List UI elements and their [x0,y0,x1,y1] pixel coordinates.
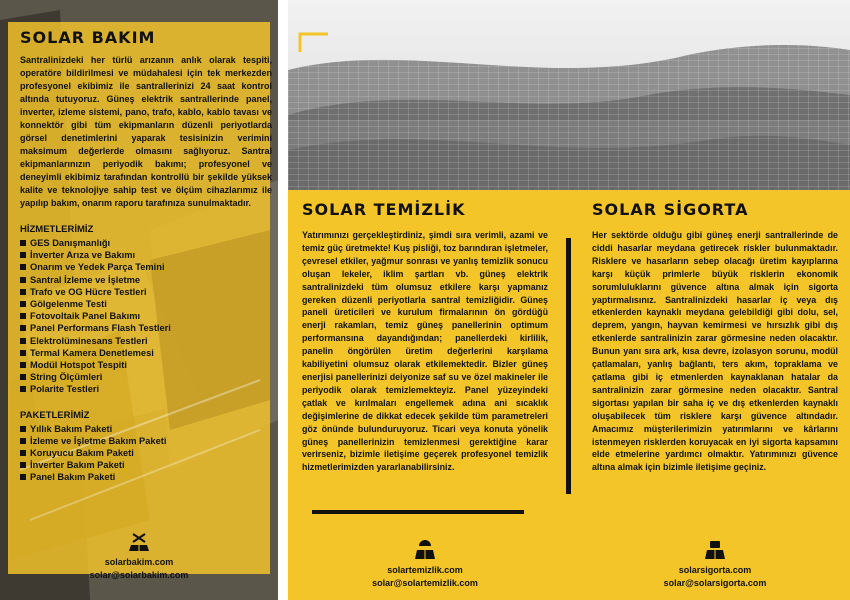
list-item: GES Danışmanlığı [20,237,272,249]
email-link[interactable]: solar@solartemizlik.com [372,578,478,588]
insurance-column [592,200,838,474]
insurance-footer [592,540,838,590]
list-item: Trafo ve OG Hücre Testleri [20,286,272,298]
cleaning-column [302,200,548,474]
section-title: SOLAR TEMİZLİK [302,200,466,219]
website-link[interactable]: solartemizlik.com [387,565,463,575]
list-item: Santral İzleme ve İşletme [20,274,272,286]
list-item: Koruyucu Bakım Paketi [20,447,272,459]
website-link[interactable]: solarsigorta.com [678,565,752,575]
insurance-solar-panel-icon [704,540,726,560]
cleaning-solar-panel-icon [414,540,436,560]
list-item: İnverter Bakım Paketi [20,459,272,471]
email-link[interactable]: solar@solarbakim.com [89,570,189,580]
right-panel [288,0,850,600]
packages-heading: PAKETLERİMİZ [20,409,90,421]
list-item: Elektrolüminesans Testleri [20,335,272,347]
list-item: İzleme ve İşletme Bakım Paketi [20,435,272,447]
left-footer [0,532,278,582]
section-title: SOLAR SİGORTA [592,200,749,219]
section-body: Santralinizdeki her türlü arızanın anlık olarak tespiti, operatöre bildirilmesi ve müdahalesi için tek merkezden profesyonel ekibimiz ile santrallerinizi 24 saat kontrol altında tutuyoruz. Güneş elektrik santrallerinde panel, inverter, izleme sistemi, pano, trafo, kablo, kablo tavası ve konnektör gibi tüm ekipmanların düzenli periyotlarda görsel denetimlerini yaparak tesisinizin verimini maksimum değerlerde olmasını sağlıyoruz. Santral ekipmanlarınızın periyodik bakımı; profesyonel ve deneyimli ekibimiz tarafından kontrollü bir şekilde yüksek kalite ve teknolojiye sahip test ve ölçüm cihazlarımız ile yapılıp bakım, onarım raporu tarafınıza sunulmaktadır. [20,55,272,208]
list-item: String Ölçümleri [20,371,272,383]
services-heading: HİZMETLERİMİZ [20,224,94,235]
services-list [20,237,272,396]
cleaning-footer [302,540,548,590]
list-item: Fotovoltaik Panel Bakımı [20,310,272,322]
list-item: Panel Performans Flash Testleri [20,322,272,334]
section-body: Her sektörde olduğu gibi güneş enerji santrallerinde de ciddi hasarlar meydana getirecek riskler bulunmaktadır. Risklere ve hasarların sebep olacağı üretim kayıplarına karşı küçük primlerle büyük risklerin ekonomik sorumluluklarını güvence altına almak için sigorta yaptırmalısınız. Santralinizdeki hasarlar iç veya dış etkenlerden kaynaklı meydana gelebildiği gibi dolu, sel, deprem, yangın, hayvan kemirmesi ve hırsızlık gibi dış etkenlerde santralinizin zarar görmesine neden olacaktır. Bunun yanı sıra ark, kısa devre, izolasyon sorunu, modül çatlamaları, yanlış bağlantı, ters akım, topraklama ve çatlama gibi iç etmenlerden kaynaklanan hatalar da santralinizin zarar görmesine neden olacaktır. Santral sigortası yapılan bir saha iç ve dış etkenlerden kaynaklı oluşabilecek tüm risklere karşı güvence altındadır. Amacımız müşterilerimizin yatırımlarını ve kârlarını istenmeyen risklerden koruyacak en iyi sigorta kapsamını elde etmelerine yardımcı olmaktır. Yatırımınızı güvence altına almak için bizimle iletişime geçiniz. [592,230,838,473]
solar-field-photo [288,0,850,190]
website-link[interactable]: solarbakim.com [104,557,174,567]
list-item: Modül Hotspot Tespiti [20,359,272,371]
section-body: Yatırımınızı gerçekleştirdiniz, şimdi sıra verimli, azami ve temiz güç üretmekte! Kuş pisliği, toz barındıran işletmeler, çevresel etkiler, yağmur sonrası ve yanlış temizlik sonucu oluşan lekeler, iklim şartları vb. güneş elektrik santralinizdeki tüm olumsuz etkilere karşı yapmanız gereken düzenli periyotlarla santral temizliğidir. Güneş paneli üreticileri ve kurulum firmalarının ön gördüğü enerji rakamları, temiz güneş panellerinin optimum performansına dayandığından; panellerdeki kirlilik, panelin öngörülen üretim değerlerini karşılama kabiliyetini olumsuz olarak etkilemektedir. Bizler güneş enerjisi panellerinizi deiyonize saf su ve özel makineler ile periyodik olarak temizlemekteyiz. Panel yüzeyindeki çatlak ve kırılmaları engellemek adına ani sıcaklık değişimlerine de dikkat edecek şekilde tüm parametreleri göz önünde bulunduruyoruz. Ticari veya konuta yönelik güneş panellerinizin temizlenmesi gerektiğine karar verirseniz, bizimle iletişime geçerek profesyonel temizlik hizmetlerimizden yararlanabilirsiniz. [302,230,548,473]
list-item: Polarite Testleri [20,383,272,395]
email-link[interactable]: solar@solarsigorta.com [663,578,767,588]
vertical-divider [566,238,571,494]
list-item: İnverter Arıza ve Bakımı [20,249,272,261]
list-item: Gölgelenme Testi [20,298,272,310]
divider [312,510,524,514]
list-item: Onarım ve Yedek Parça Temini [20,261,272,273]
packages-list [20,423,272,484]
list-item: Panel Bakım Paketi [20,471,272,483]
section-title: SOLAR BAKIM [20,28,156,47]
list-item: Termal Kamera Denetlemesi [20,347,272,359]
left-panel [0,0,278,600]
tools-solar-panel-icon [128,532,150,552]
list-item: Yıllık Bakım Paketi [20,423,272,435]
